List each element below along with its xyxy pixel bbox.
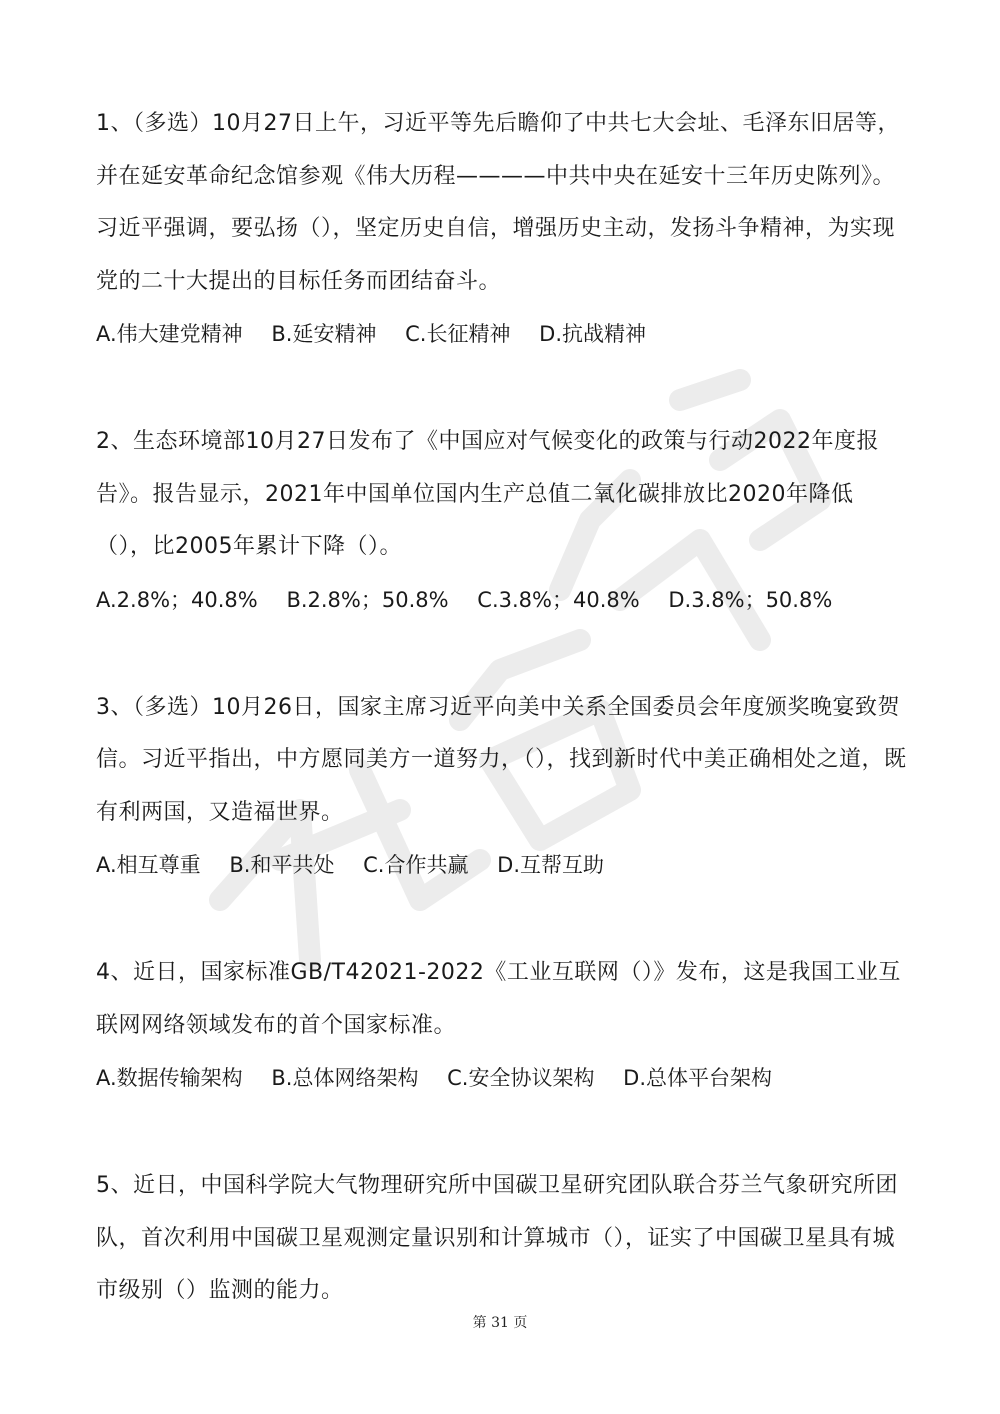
question-2-text: 2、生态环境部10月27日发布了《中国应对气候变化的政策与行动2022年度报告》。报告显示，2021年中国单位国内生产总值二氧化碳排放比2020年降低（），比2005年累计下降（）。 — [96, 429, 879, 559]
question-1-text: 1、（多选）10月27日上午，习近平等先后瞻仰了中共七大会址、毛泽东旧居等，并在延安革命纪念馆参观《伟大历程————中共中央在延安十三年历史陈列》。习近平强调，要弘扬（），坚定历史自信，增强历史主动，发扬斗争精神，为实现党的二十大提出的目标任务而团结奋斗。 — [96, 111, 900, 294]
option-b: B.2.8%；50.8% — [286, 587, 449, 612]
question-4-options — [96, 1052, 908, 1104]
option-d: D.总体平台架构 — [623, 1066, 773, 1090]
question-5-text: 5、近日，中国科学院大气物理研究所中国碳卫星研究团队联合芬兰气象研究所团队，首次利用中国碳卫星观测定量识别和计算城市（），证实了中国碳卫星具有城市级别（）监测的能力。 — [96, 1173, 898, 1303]
option-d: D.抗战精神 — [539, 322, 647, 346]
question-1-options — [96, 308, 908, 360]
question-5 — [96, 1160, 908, 1318]
option-a: A.伟大建党精神 — [96, 322, 243, 346]
option-b: B.延安精神 — [271, 322, 377, 346]
option-a: A.数据传输架构 — [96, 1066, 243, 1090]
question-3-options — [96, 839, 908, 891]
question-4 — [96, 947, 908, 1104]
option-c: C.3.8%；40.8% — [477, 587, 640, 612]
question-3-text: 3、（多选）10月26日，国家主席习近平向美中关系全国委员会年度颁奖晚宴致贺信。习近平指出，中方愿同美方一道努力，（），找到新时代中美正确相处之道，既有利两国，又造福世界。 — [96, 694, 907, 825]
question-2 — [96, 416, 908, 626]
option-b: B.总体网络架构 — [271, 1066, 419, 1090]
option-a: A.相互尊重 — [96, 853, 201, 877]
option-d: D.3.8%；50.8% — [668, 587, 833, 612]
option-c: C.长征精神 — [405, 322, 511, 346]
question-4-text: 4、近日，国家标准GB/T42021-2022《工业互联网（）》发布，这是我国工业互联网网络领域发布的首个国家标准。 — [96, 960, 901, 1038]
option-a: A.2.8%；40.8% — [96, 587, 258, 612]
option-d: D.互帮互助 — [497, 853, 605, 877]
question-3 — [96, 682, 908, 892]
question-1 — [96, 98, 908, 360]
question-list — [96, 98, 908, 1374]
question-2-options — [96, 574, 908, 626]
option-c: C.合作共赢 — [363, 853, 469, 877]
option-c: C.安全协议架构 — [447, 1066, 595, 1090]
page-number: 第 31 页 — [472, 1315, 528, 1331]
option-b: B.和平共处 — [229, 853, 335, 877]
